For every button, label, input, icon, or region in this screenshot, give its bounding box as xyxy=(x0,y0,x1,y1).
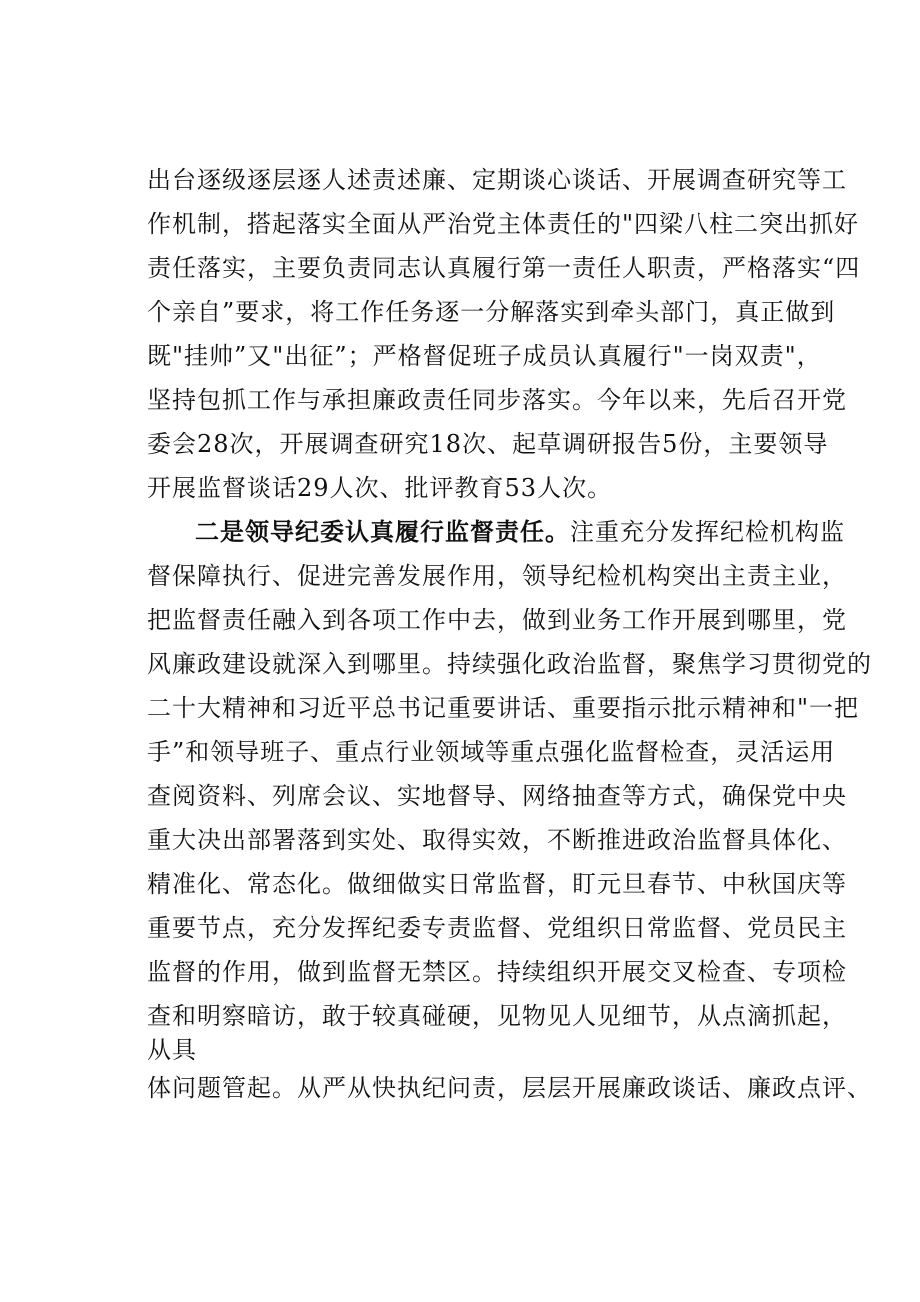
text-line: 把监督责任融入到各项工作中去，做到业务工作开展到哪里，党 xyxy=(147,606,847,634)
text-line: 重大决出部署落到实处、取得实效，不断推进政治监督具体化、 xyxy=(147,826,847,854)
text-line: 查和明察暗访，敢于较真碰硬，见物见人见细节，从点滴抓起， xyxy=(147,1002,847,1030)
text-line: 责任落实，主要负责同志认真履行第一责任人职责，严格落实“四 xyxy=(147,254,861,282)
text-line: 二十大精神和习近平总书记重要讲话、重要指示批示精神和"一把 xyxy=(147,694,860,722)
text-line: 风廉政建设就深入到哪里。持续强化政治监督，聚焦学习贯彻党的 xyxy=(147,650,872,678)
text-line: 出台逐级逐层逐人述责述廉、定期谈心谈话、开展调查研究等工 xyxy=(147,166,847,194)
text-line: 监督的作用，做到监督无禁区。持续组织开展交叉检查、专项检 xyxy=(147,958,847,986)
text-line: 委会28次，开展调查研究18次、起草调研报告5份，主要领导 xyxy=(147,430,829,458)
text-line: 重要节点，充分发挥纪委专责监督、党组织日常监督、党员民主 xyxy=(147,914,847,942)
text-line: 作机制，搭起落实全面从严治党主体责任的"四梁八柱二突出抓好 xyxy=(147,210,860,238)
text-line: 手”和领导班子、重点行业领域等重点强化监督检查，灵活运用 xyxy=(147,738,836,766)
text-line: 体问题管起。从严从快执纪问责，层层开展廉政谈话、廉政点评、 xyxy=(147,1074,872,1102)
paragraph-heading-line xyxy=(195,512,845,552)
text-line: 督保障执行、促进完善发展作用，领导纪检机构突出主责主业， xyxy=(147,562,847,590)
text-line: 开展监督谈话29人次、批评教育53人次。 xyxy=(147,474,613,502)
text-line: 查阅资料、列席会议、实地督导、网络抽查等方式，确保党中央 xyxy=(147,782,847,810)
text-line: 既"挂帅”又"出征”；严格督促班子成员认真履行"一岗双责"， xyxy=(147,342,822,370)
text-line: 精准化、常态化。做细做实日常监督，盯元旦春节、中秋国庆等 xyxy=(147,870,847,898)
text-line: 个亲自”要求，将工作任务逐一分解落实到牵头部门，真正做到 xyxy=(147,298,836,326)
paragraph-heading-rest: 注重充分发挥纪检机构监 xyxy=(570,518,845,546)
text-line: 从具 xyxy=(147,1036,197,1064)
text-line: 坚持包抓工作与承担廉政责任同步落实。今年以来，先后召开党 xyxy=(147,386,847,414)
paragraph-heading: 二是领导纪委认真履行监督责任。 xyxy=(195,517,570,546)
